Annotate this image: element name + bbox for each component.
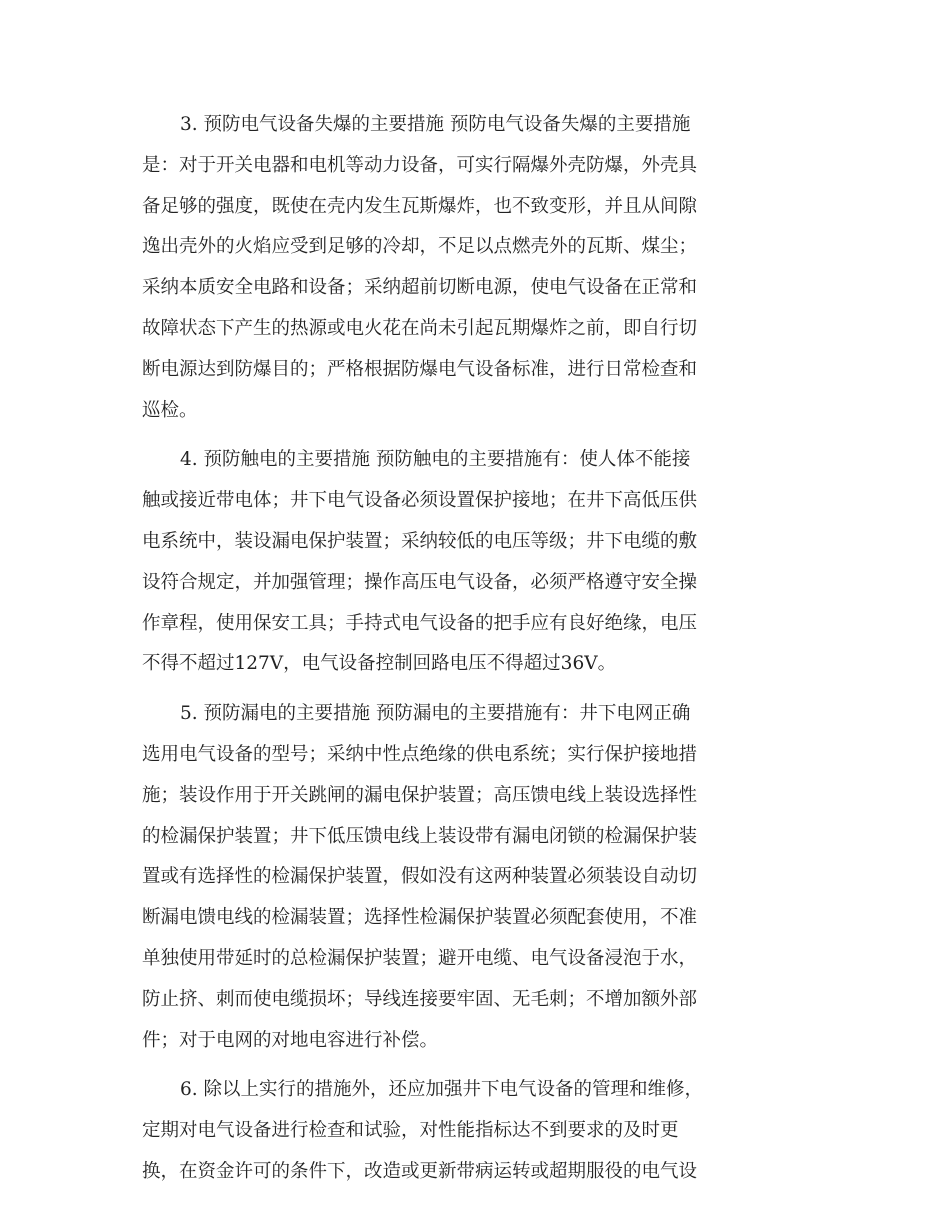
paragraph-line: 定期对电气设备进行检查和试验，对性能指标达不到要求的及时更 [142,1120,679,1142]
paragraph-5-leakage-prevention [142,694,797,1061]
paragraph-6-maintenance [142,1070,797,1192]
paragraph-line: 断漏电馈电线的检漏装置；选择性检漏保护装置必须配套使用，不准 [142,907,698,929]
paragraph-line: 作章程，使用保安工具；手持式电气设备的把手应有良好绝缘，电压 [142,612,698,634]
paragraph-line: 故障状态下产生的热源或电火花在尚未引起瓦期爆炸之前，即自行切 [142,317,698,339]
paragraph-line: 5. 预防漏电的主要措施 预防漏电的主要措施有：井下电网正确 [180,703,691,725]
paragraph-line: 不得不超过127V，电气设备控制回路电压不得超过36V。 [142,653,617,675]
paragraph-line: 电系统中，装设漏电保护装置；采纳较低的电压等级；井下电缆的敷 [142,530,698,552]
paragraph-line: 置或有选择性的检漏保护装置，假如没有这两种装置必须装设自动切 [142,866,698,888]
document-body [142,105,797,1202]
paragraph-line: 6. 除以上实行的措施外，还应加强井下电气设备的管理和维修， [180,1079,704,1101]
paragraph-line: 防止挤、刺而使电缆损坏；导线连接要牢固、无毛刺；不增加额外部 [142,988,698,1010]
paragraph-line: 4. 预防触电的主要措施 预防触电的主要措施有：使人体不能接 [180,449,691,471]
paragraph-line: 触或接近带电体；井下电气设备必须设置保护接地；在井下高低压供 [142,490,698,512]
paragraph-line: 3. 预防电气设备失爆的主要措施 预防电气设备失爆的主要措施 [180,114,691,135]
paragraph-line: 备足够的强度，既使在壳内发生瓦斯爆炸，也不致变形，并且从间隙 [142,195,698,217]
paragraph-line: 施；装设作用于开关跳闸的漏电保护装置；高压馈电线上装设选择性 [142,784,698,806]
paragraph-line: 单独使用带延时的总检漏保护装置；避开电缆、电气设备浸泡于水， [142,947,698,969]
paragraph-line: 断电源达到防爆目的；严格根据防爆电气设备标准，进行日常检查和 [142,358,698,380]
paragraph-line: 是：对于开关电器和电机等动力设备，可实行隔爆外壳防爆，外壳具 [142,154,698,176]
paragraph-line: 的检漏保护装置；井下低压馈电线上装设带有漏电闭锁的检漏保护装 [142,825,698,847]
paragraph-4-electric-shock-prevention [142,440,797,685]
paragraph-3-explosion-prevention [142,105,797,431]
paragraph-line: 件；对于电网的对地电容进行补偿。 [142,1029,439,1051]
paragraph-line: 设符合规定，并加强管理；操作高压电气设备，必须严格遵守安全操 [142,571,698,593]
paragraph-line: 选用电气设备的型号；采纳中性点绝缘的供电系统；实行保护接地措 [142,743,698,765]
paragraph-line: 巡检。 [142,399,198,421]
paragraph-line: 采纳本质安全电路和设备；采纳超前切断电源，使电气设备在正常和 [142,277,698,299]
paragraph-line: 逸出壳外的火焰应受到足够的冷却，不足以点燃壳外的瓦斯、煤尘； [142,236,698,258]
paragraph-line: 换，在资金许可的条件下，改造或更新带病运转或超期服役的电气设 [142,1160,698,1182]
